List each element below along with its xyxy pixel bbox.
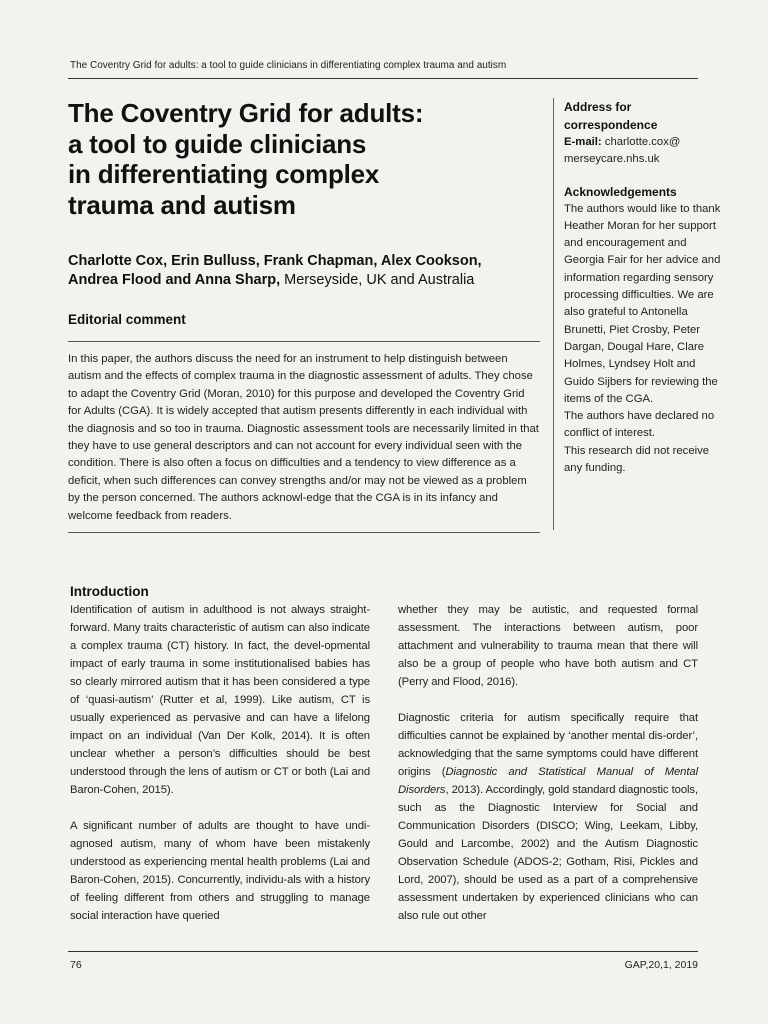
editorial-heading: Editorial comment: [68, 312, 186, 327]
p4-citation-title: Diagnostic and Statistical Manual of Mental Disorders: [398, 766, 698, 796]
address-heading-line: Address for: [564, 100, 632, 114]
journal-reference: GAP,20,1, 2019: [624, 959, 698, 971]
author-list: [68, 252, 540, 290]
conflict-statement: The authors have declared no conflict of interest.: [564, 410, 715, 440]
author-names-line2: Andrea Flood and Anna Sharp,: [68, 272, 281, 288]
address-heading-line: correspondence: [564, 118, 658, 132]
editorial-top-rule: [68, 341, 540, 342]
editorial-text: In this paper, the authors discuss the need for an instrument to help distinguish between autism and the effects of complex trauma in the diagnostic assessment of adults. They chose to adapt the Coventry Grid (Moran, 2010) for this purpose and developed the Coventry Grid for Adults (CGA). It is widely accepted that autism presents differently in each individual with the diagnosis and so too in trauma. Diagnostic assessment tools are necessarily limited in that they have to use general descriptors and can not account for every individual seen with the condition. There is also often a focus on difficulties and a tendency to view difference as a deficit, when such differences can convey strengths and/or may not be viewed as a problem by the person concerned. The authors acknowl-edge that the CGA is in its infancy and welcome feedback from readers.: [68, 353, 539, 522]
sidebar: [553, 98, 724, 530]
address-heading: [564, 98, 724, 134]
title-line: a tool to guide clinicians: [68, 128, 367, 159]
acknowledgements-heading: Acknowledgements: [564, 184, 677, 199]
intro-paragraph-2: A significant number of adults are thought to have undi-agnosed autism, many of whom have been mistakenly understood as experiencing mental health problems (Lai and Baron-Cohen, 2015). Concurrently, individu-als with a history of feeling different from others and struggling to manage social interaction have queried: [70, 820, 370, 922]
intro-paragraph-4: [398, 709, 698, 925]
email-label: E-mail:: [564, 136, 602, 148]
bottom-rule: [68, 951, 698, 952]
funding-statement: This research did not receive any funding.: [564, 444, 710, 475]
title-line: in differentiating complex: [68, 159, 380, 189]
title-line: trauma and autism: [68, 189, 296, 220]
email-link[interactable]: charlotte.cox@: [601, 136, 681, 148]
body-column-left: [70, 584, 370, 925]
title-line: The Coventry Grid for adults:: [68, 98, 424, 128]
editorial-bottom-rule: [68, 532, 540, 533]
intro-paragraph-1: Identification of autism in adulthood is not always straight-forward. Many traits characteristic of autism can also indicate a complex trauma (CT) history. In fact, the devel-opmental impact of early trauma in some institutionalised babies has so clearly mirrored autism that it has been considered a type of ‘quasi-autism’ (Rutter et al, 1999). Like autism, CT is usually experienced as pervasive and can have a lifelong impact on an individual (Van Der Kolk, 2014). It is often unclear whether a person’s difficulties should be best understood through the lens of autism or CT or both (Lai and Baron-Cohen, 2015).: [70, 604, 370, 796]
introduction-heading: Introduction: [70, 584, 149, 599]
main-column: [68, 98, 540, 533]
body-column-right: [398, 601, 698, 925]
author-names-line1: Charlotte Cox, Erin Bulluss, Frank Chapman, Alex Cookson,: [68, 253, 482, 269]
p4-text: Diagnostic criteria for autism specifically require that difficulties cannot be explained by ‘another mental dis-order’, acknowledging that the same symptoms could have different origins (: [398, 712, 698, 778]
intro-paragraph-3: whether they may be autistic, and requested formal assessment. The interactions between autism, poor attachment and vulnerability to trauma mean that there will also be a group of people who have both autism and CT (Perry and Flood, 2016).: [398, 604, 698, 688]
top-rule: [68, 78, 698, 79]
running-head: The Coventry Grid for adults: a tool to guide clinicians in differentiating complex trauma and autism: [70, 60, 507, 71]
email-block: [564, 134, 724, 169]
p4-text-cont: , 2013). Accordingly, gold standard diagnostic tools, such as the Diagnostic Interview for Social and Communication Disorders (DISCO; Wing, Leekam, Libby, Gould and Larcombe, 2002) and the Autism Diagnostic Observation Schedule (ADOS-2; Gotham, Risi, Pickles and Lord, 2007), should be used as a part of a comprehensive assessment undertaken by experienced clinicians who can also rule out other: [398, 784, 698, 922]
article-title: [68, 98, 540, 220]
email-link-cont[interactable]: merseycare.nhs.uk: [564, 153, 660, 166]
author-affiliation: Merseyside, UK and Australia: [280, 272, 475, 288]
acknowledgements-text: The authors would like to thank Heather Moran for her support and encouragement and Georgia Fair for her advice and information regarding sensory processing difficulties. We are also grateful to Antonella Brunetti, Piet Crosby, Peter Dargan, Dougal Hare, Clare Holmes, Lyndsey Holt and Guido Sijbers for reviewing the items of the CGA.: [564, 202, 721, 405]
page-number: 76: [70, 959, 82, 971]
